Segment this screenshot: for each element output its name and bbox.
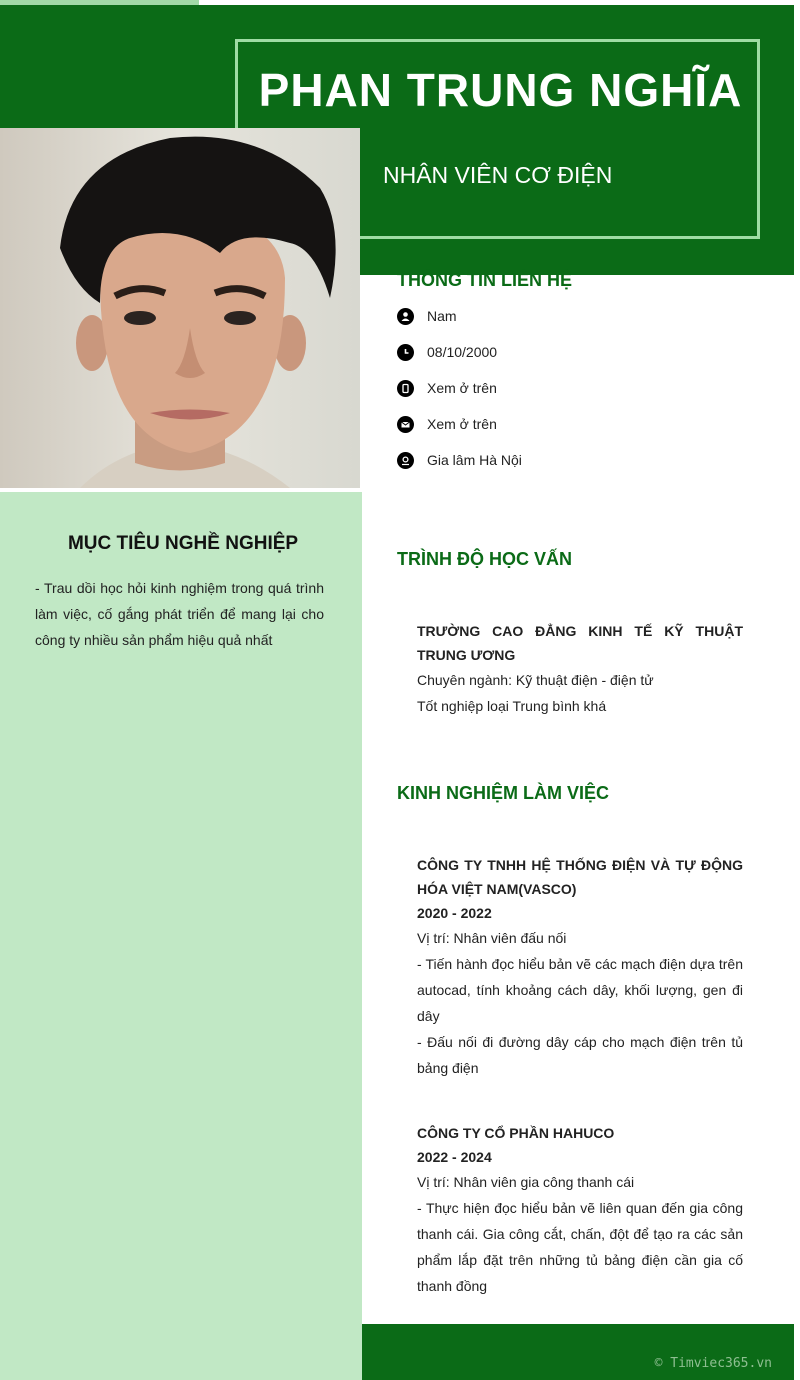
education-major: Chuyên ngành: Kỹ thuật điện - điện tử (417, 672, 654, 688)
contact-gender (397, 304, 457, 328)
education-grade: Tốt nghiệp loại Trung bình khá (417, 698, 607, 714)
footer-band (362, 1324, 794, 1380)
email-icon (397, 416, 414, 433)
contact-gender-text: Nam (427, 308, 457, 324)
contact-phone (397, 376, 497, 400)
experience-company: CÔNG TY TNHH HỆ THỐNG ĐIỆN VÀ TỰ ĐỘNG HÓA VIỆT NAM(VASCO) (417, 857, 743, 897)
contact-address (397, 448, 522, 472)
experience-position: Vị trí: Nhân viên gia công thanh cái (417, 1174, 635, 1190)
profile-photo (0, 128, 360, 488)
candidate-position: NHÂN VIÊN CƠ ĐIỆN (383, 162, 613, 188)
contact-section-title: THÔNG TIN LIÊN HỆ (397, 270, 572, 290)
person-icon (397, 308, 414, 325)
experience-company: CÔNG TY CỔ PHẦN HAHUCO (417, 1125, 615, 1141)
contact-birthdate-text: 08/10/2000 (427, 344, 498, 360)
career-objective-text: - Trau dồi học hỏi kinh nghiệm trong quá trình làm việc, cố gắng phát triển để mang lại cho công ty nhiều sản phẩm hiệu quả nhất (35, 580, 324, 648)
experience-duty: - Thực hiện đọc hiểu bản vẽ liên quan đến gia công thanh cái. Gia công cắt, chấn, đột để tạo ra các sản phẩm lắp đặt trên những tủ bảng điện cần gia cố thanh đồng (417, 1200, 743, 1294)
experience-duty: - Tiến hành đọc hiểu bản vẽ các mạch điện dựa trên autocad, tính khoảng cách dây, khối lượng, gen đi dây (417, 956, 743, 1024)
location-icon (397, 452, 414, 469)
contact-phone-text: Xem ở trên (427, 380, 497, 396)
experience-entry (417, 1121, 743, 1299)
contact-birthdate (397, 340, 497, 364)
experience-period: 2022 - 2024 (417, 1149, 492, 1165)
education-school: TRƯỜNG CAO ĐẲNG KINH TẾ KỸ THUẬT TRUNG ƯƠNG (417, 623, 743, 663)
experience-position: Vị trí: Nhân viên đấu nối (417, 930, 567, 946)
experience-period: 2020 - 2022 (417, 905, 492, 921)
education-entry (417, 619, 743, 719)
candidate-name: PHAN TRUNG NGHĨA (258, 64, 743, 116)
experience-entry (417, 853, 743, 1081)
portrait-illustration (0, 128, 360, 488)
career-objective-title: MỤC TIÊU NGHỀ NGHIỆP (67, 533, 299, 554)
contact-email-text: Xem ở trên (427, 416, 497, 432)
phone-icon (397, 380, 414, 397)
experience-duty: - Đấu nối đi đường dây cáp cho mạch điện trên tủ bảng điện (417, 1034, 743, 1076)
contact-email (397, 412, 497, 436)
experience-section-title: KINH NGHIỆM LÀM VIỆC (397, 783, 610, 803)
contact-address-text: Gia lâm Hà Nội (427, 452, 522, 468)
watermark: © Timviec365.vn (654, 1356, 772, 1371)
clock-icon (397, 344, 414, 361)
education-section-title: TRÌNH ĐỘ HỌC VẤN (397, 549, 572, 569)
